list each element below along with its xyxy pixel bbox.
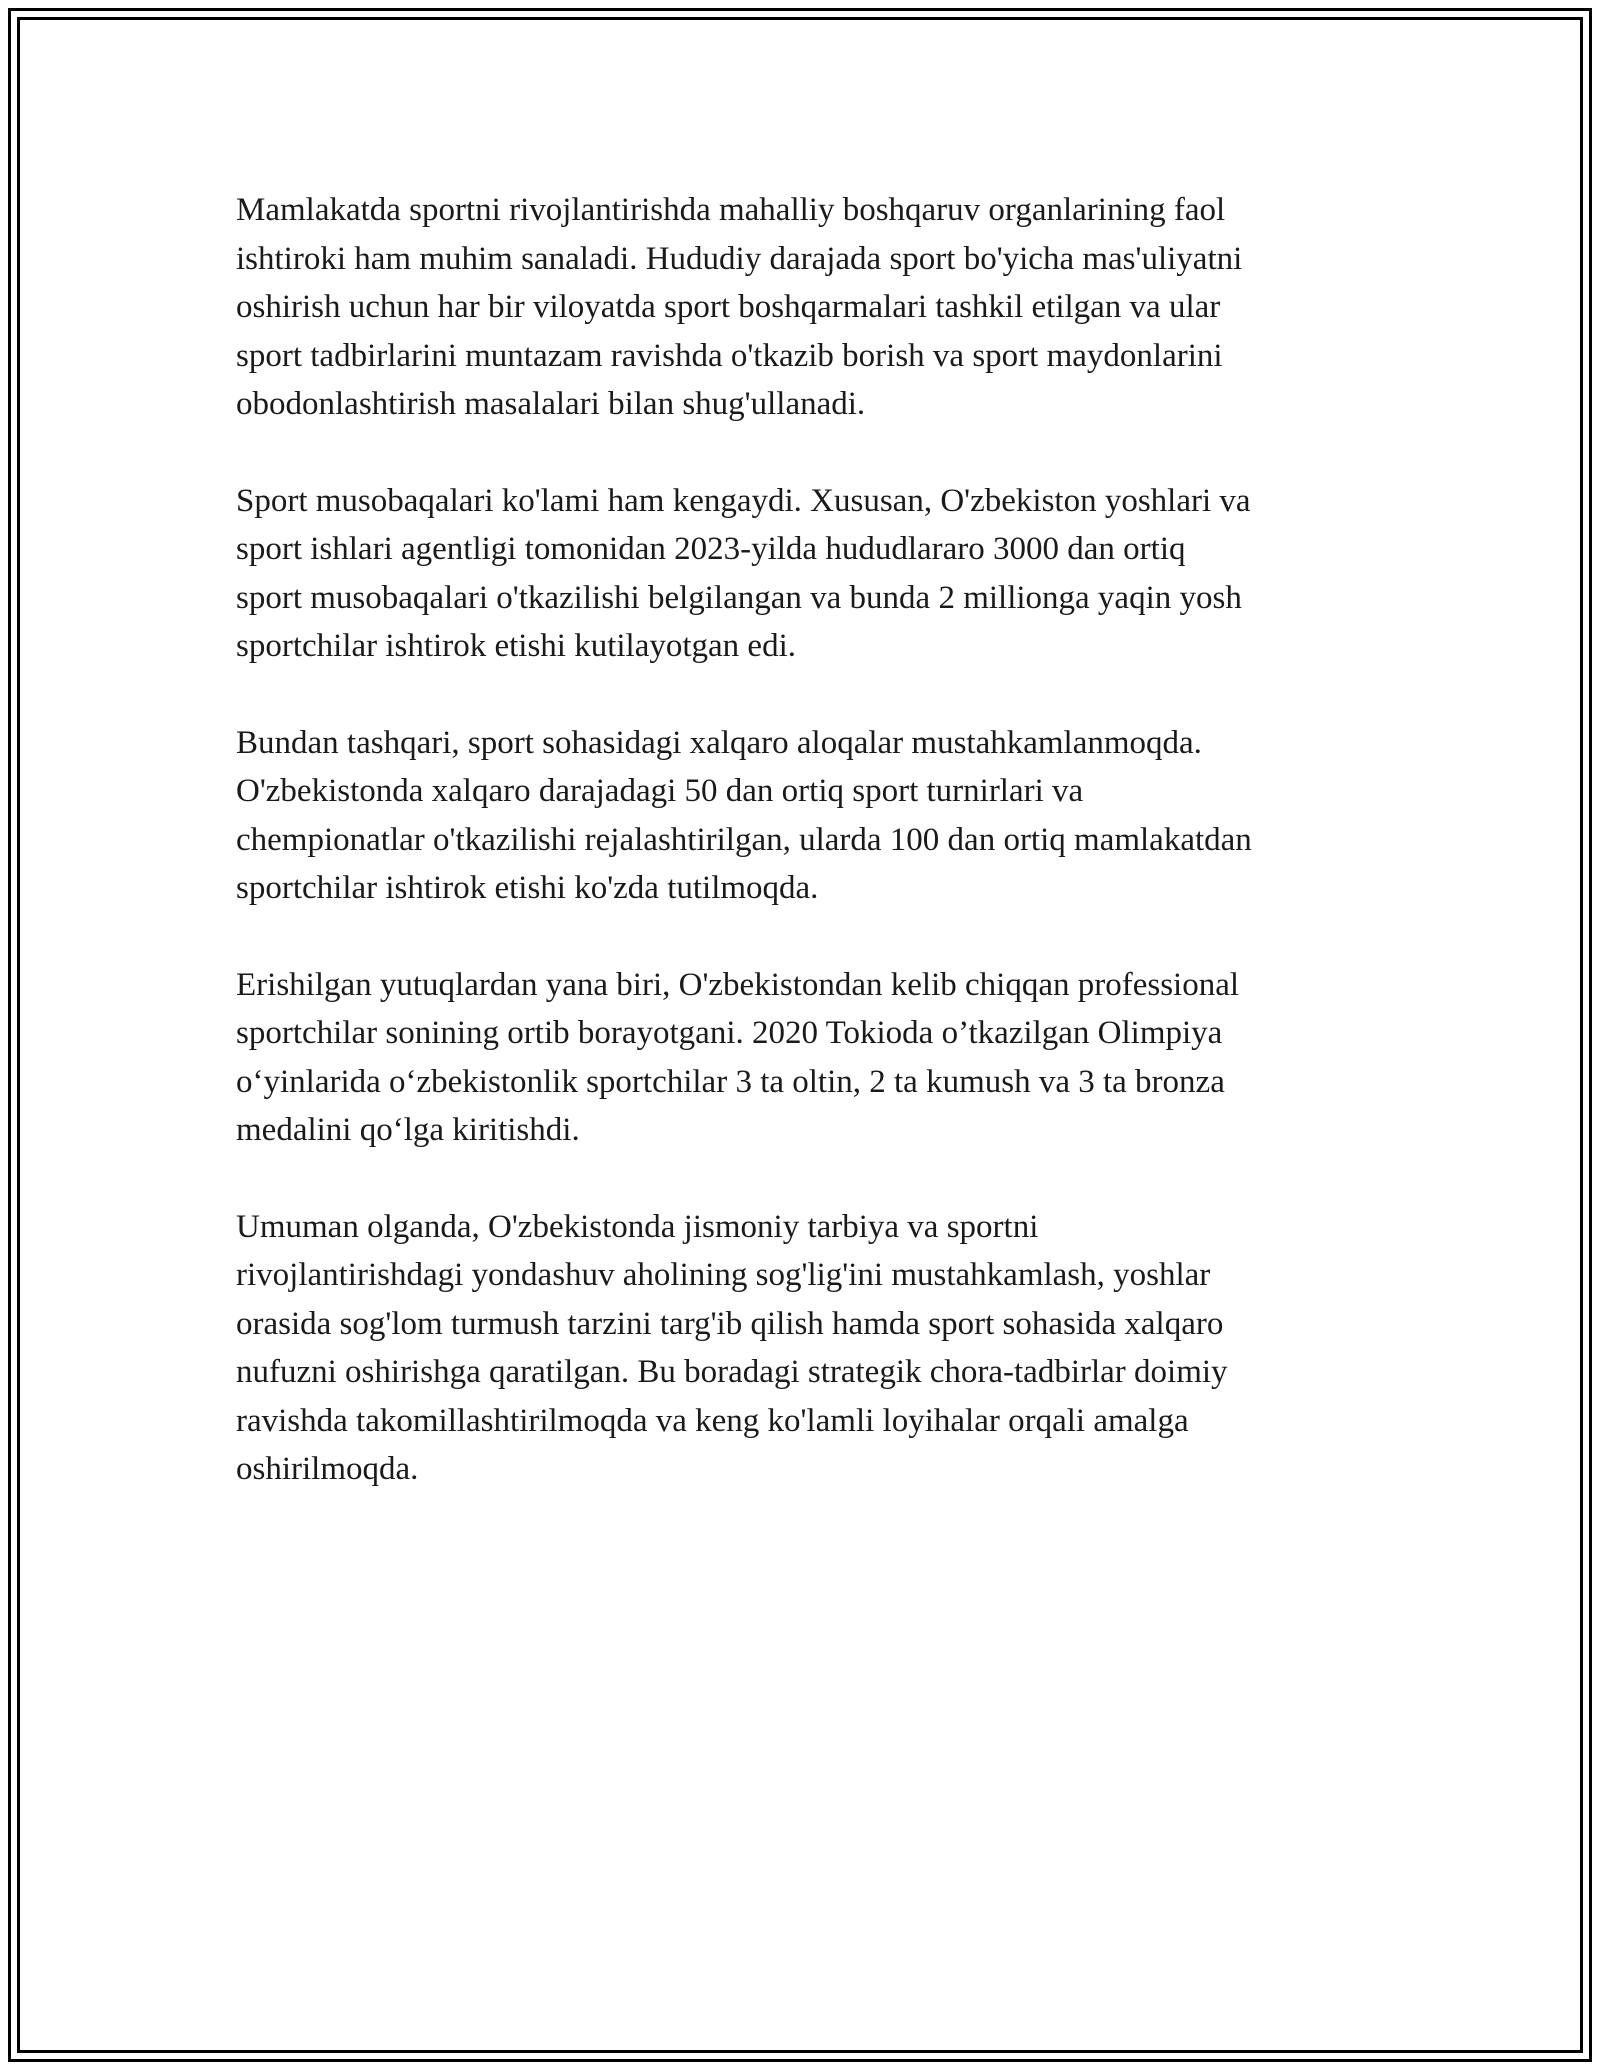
text-line: ravishda takomillashtirilmoqda va keng ko'lamli loyihalar orqali amalga bbox=[236, 1402, 1189, 1439]
text-line: Bundan tashqari, sport sohasidagi xalqaro aloqalar mustahkamlanmoqda. bbox=[236, 724, 1202, 761]
text-line: Umuman olganda, O'zbekistonda jismoniy tarbiya va sportni bbox=[236, 1208, 1039, 1245]
text-line: obodonlashtirish masalalari bilan shug'ullanadi. bbox=[236, 386, 866, 422]
paragraph-international-relations bbox=[236, 719, 1406, 913]
text-line: Mamlakatda sportni rivojlantirishda mahalliy boshqaruv organlarining faol bbox=[236, 192, 1226, 228]
text-line: sport ishlari agentligi tomonidan 2023-yilda hududlararo 3000 dan ortiq bbox=[236, 531, 1186, 567]
text-line: ishtiroki ham muhim sanaladi. Hududiy darajada sport bo'yicha mas'uliyatni bbox=[236, 240, 1243, 277]
text-line: sportchilar ishtirok etishi kutilayotgan edi. bbox=[236, 628, 796, 664]
text-line: medalini qo‘lga kiritishdi. bbox=[236, 1112, 580, 1148]
text-line: rivojlantirishdagi yondashuv aholining sog'lig'ini mustahkamlash, yoshlar bbox=[236, 1257, 1211, 1293]
text-line: Erishilgan yutuqlardan yana biri, O'zbekistondan kelib chiqqan professional bbox=[236, 966, 1240, 1003]
text-line: orasida sog'lom turmush tarzini targ'ib qilish hamda sport sohasida xalqaro bbox=[236, 1305, 1224, 1342]
text-line: chempionatlar o'tkazilishi rejalashtirilgan, ularda 100 dan ortiq mamlakatdan bbox=[236, 821, 1252, 858]
text-line: Sport musobaqalari ko'lami ham kengaydi. Xususan, O'zbekiston yoshlari va bbox=[236, 482, 1251, 519]
document-body bbox=[236, 186, 1406, 1542]
text-line: nufuzni oshirishga qaratilgan. Bu boradagi strategik chora-tadbirlar doimiy bbox=[236, 1354, 1228, 1390]
text-line: sport musobaqalari o'tkazilishi belgilangan va bunda 2 millionga yaqin yosh bbox=[236, 579, 1242, 616]
text-line: sportchilar ishtirok etishi ko'zda tutilmoqda. bbox=[236, 870, 819, 906]
text-line: sportchilar sonining ortib borayotgani. 2020 Tokioda o’tkazilgan Olimpiya bbox=[236, 1015, 1223, 1051]
text-line: oshirilmoqda. bbox=[236, 1451, 419, 1487]
paragraph-olympic-achievements bbox=[236, 961, 1406, 1155]
text-line: O'zbekistonda xalqaro darajadagi 50 dan ortiq sport turnirlari va bbox=[236, 773, 1084, 809]
paragraph-conclusion bbox=[236, 1203, 1406, 1494]
paragraph-competitions bbox=[236, 477, 1406, 671]
text-line: o‘yinlarida o‘zbekistonlik sportchilar 3 ta oltin, 2 ta kumush va 3 ta bronza bbox=[236, 1063, 1225, 1100]
text-line: oshirish uchun har bir viloyatda sport boshqarmalari tashkil etilgan va ular bbox=[236, 289, 1221, 325]
text-line: sport tadbirlarini muntazam ravishda o'tkazib borish va sport maydonlarini bbox=[236, 337, 1223, 374]
paragraph-local-governance bbox=[236, 186, 1406, 429]
